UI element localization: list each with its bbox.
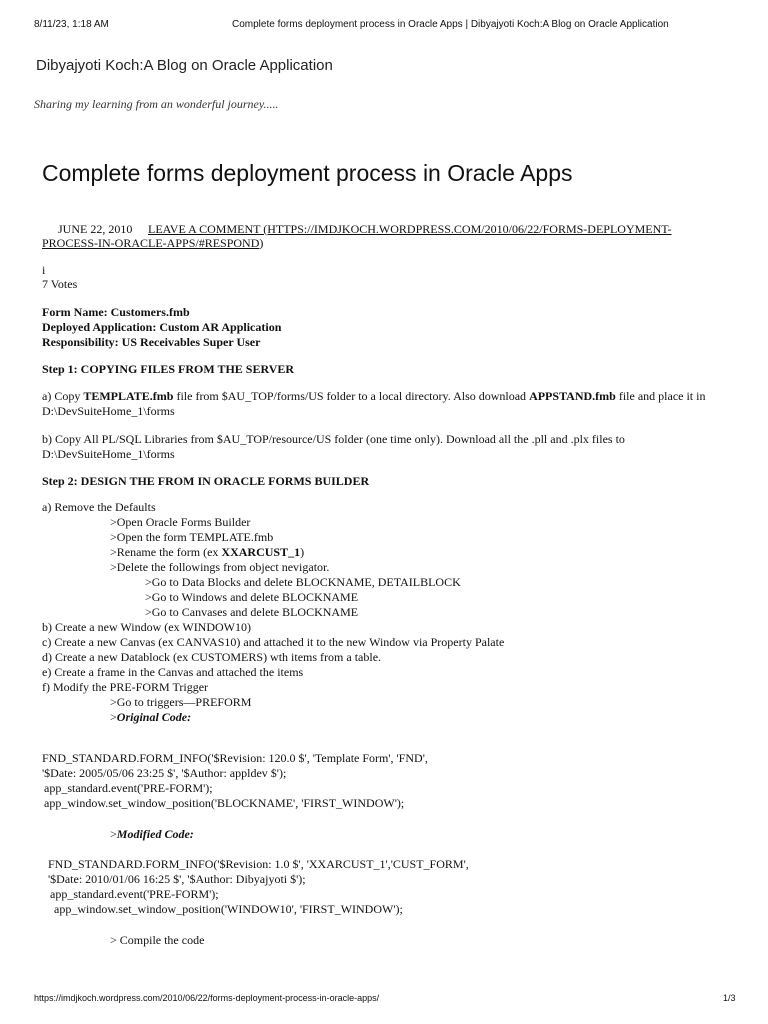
original-code-text: Original Code: — [116, 710, 192, 724]
original-code-label — [110, 710, 191, 725]
step2-line: >Delete the followings from object nevigator. — [110, 560, 330, 574]
code-line: FND_STANDARD.FORM_INFO('$Revision: 1.0 $', 'XXARCUST_1','CUST_FORM', — [48, 857, 469, 871]
leave-comment-link[interactable] — [148, 222, 672, 237]
code-line: app_window.set_window_position('WINDOW10', 'FIRST_WINDOW'); — [54, 902, 403, 916]
step1-b-line2: D:\DevSuiteHome_1\forms — [42, 447, 175, 461]
rename-suffix: ) — [300, 545, 305, 559]
form-rename-value: XXARCUST_1 — [221, 545, 301, 559]
code-line: '$Date: 2005/05/06 23:25 $', '$Author: appldev $'); — [42, 766, 287, 780]
code-line: FND_STANDARD.FORM_INFO('$Revision: 120.0 $', 'Template Form', 'FND', — [42, 751, 428, 765]
blog-tagline: Sharing my learning from an wonderful journey..... — [34, 97, 279, 111]
post-title: Complete forms deployment process in Oracle Apps — [42, 160, 573, 186]
step2-line: f) Modify the PRE-FORM Trigger — [42, 680, 209, 694]
step2-line: >Go to Windows and delete BLOCKNAME — [145, 590, 359, 604]
modified-code-label — [110, 827, 194, 842]
step2-line: a) Remove the Defaults — [42, 500, 156, 514]
compile-instruction: > Compile the code — [110, 933, 205, 947]
step2-line: d) Create a new Datablock (ex CUSTOMERS) wth items from a table. — [42, 650, 382, 664]
original-code-marker: > — [110, 710, 117, 724]
step2-line: >Open the form TEMPLATE.fmb — [110, 530, 274, 544]
form-name: Form Name: Customers.fmb — [42, 305, 190, 319]
step2-line: e) Create a frame in the Canvas and attached the items — [42, 665, 304, 679]
step2-line: >Go to Data Blocks and delete BLOCKNAME, DETAILBLOCK — [145, 575, 461, 589]
rating-icon[interactable]: i — [42, 263, 46, 277]
step1-a-line2: D:\DevSuiteHome_1\forms — [42, 404, 175, 418]
step2-line: >Open Oracle Forms Builder — [110, 515, 251, 529]
print-date: 8/11/23, 1:18 AM — [34, 19, 109, 30]
leave-comment-link-text[interactable]: LEAVE A COMMENT (HTTPS://IMDJKOCH.WORDPRESS.COM/2010/06/22/FORMS-DEPLOYMENT- — [148, 222, 672, 236]
deployed-application: Deployed Application: Custom AR Application — [42, 320, 282, 334]
step1-a-prefix: a) Copy — [42, 389, 84, 403]
code-line: app_window.set_window_position('BLOCKNAME', 'FIRST_WINDOW'); — [44, 796, 405, 810]
step2-line: >Go to triggers—PREFORM — [110, 695, 252, 709]
step1-a-suffix: file and place it in — [615, 389, 706, 403]
page-number: 1/3 — [723, 993, 736, 1003]
step2-line: c) Create a new Canvas (ex CANVAS10) and attached it to the new Window via Property Palate — [42, 635, 505, 649]
print-page-title: Complete forms deployment process in Oracle Apps | Dibyajyoti Koch:A Blog on Oracle Application — [232, 19, 669, 30]
step2-line — [110, 545, 304, 560]
leave-comment-link-text-2[interactable]: PROCESS-IN-ORACLE-APPS/#RESPOND — [42, 236, 260, 250]
blog-title[interactable]: Dibyajyoti Koch:A Blog on Oracle Application — [36, 57, 333, 74]
post-date: JUNE 22, 2010 — [58, 222, 133, 236]
responsibility: Responsibility: US Receivables Super User — [42, 335, 261, 349]
votes-count: 7 Votes — [42, 277, 78, 291]
code-line: '$Date: 2010/01/06 16:25 $', '$Author: Dibyajyoti $'); — [48, 872, 306, 886]
template-file: TEMPLATE.fmb — [83, 389, 174, 403]
step1-heading: Step 1: COPYING FILES FROM THE SERVER — [42, 362, 295, 376]
code-line: app_standard.event('PRE-FORM'); — [50, 887, 219, 901]
step1-b-line1: b) Copy All PL/SQL Libraries from $AU_TOP/resource/US folder (one time only). Download all the .pll and .plx files to — [42, 432, 625, 446]
leave-comment-link-cont[interactable] — [42, 236, 263, 251]
appstand-file: APPSTAND.fmb — [529, 389, 616, 403]
step2-line: b) Create a new Window (ex WINDOW10) — [42, 620, 252, 634]
step1-a-line1 — [42, 389, 705, 404]
modified-code-text: Modified Code: — [116, 827, 194, 841]
step2-heading: Step 2: DESIGN THE FROM IN ORACLE FORMS BUILDER — [42, 474, 370, 488]
step2-line: >Go to Canvases and delete BLOCKNAME — [145, 605, 359, 619]
print-url: https://imdjkoch.wordpress.com/2010/06/22/forms-deployment-process-in-oracle-apps/ — [34, 993, 380, 1003]
rename-prefix: >Rename the form (ex — [110, 545, 222, 559]
modified-code-marker: > — [110, 827, 117, 841]
step1-a-mid: file from $AU_TOP/forms/US folder to a local directory. Also download — [173, 389, 530, 403]
code-line: app_standard.event('PRE-FORM'); — [44, 781, 213, 795]
comment-close: ) — [259, 236, 264, 250]
